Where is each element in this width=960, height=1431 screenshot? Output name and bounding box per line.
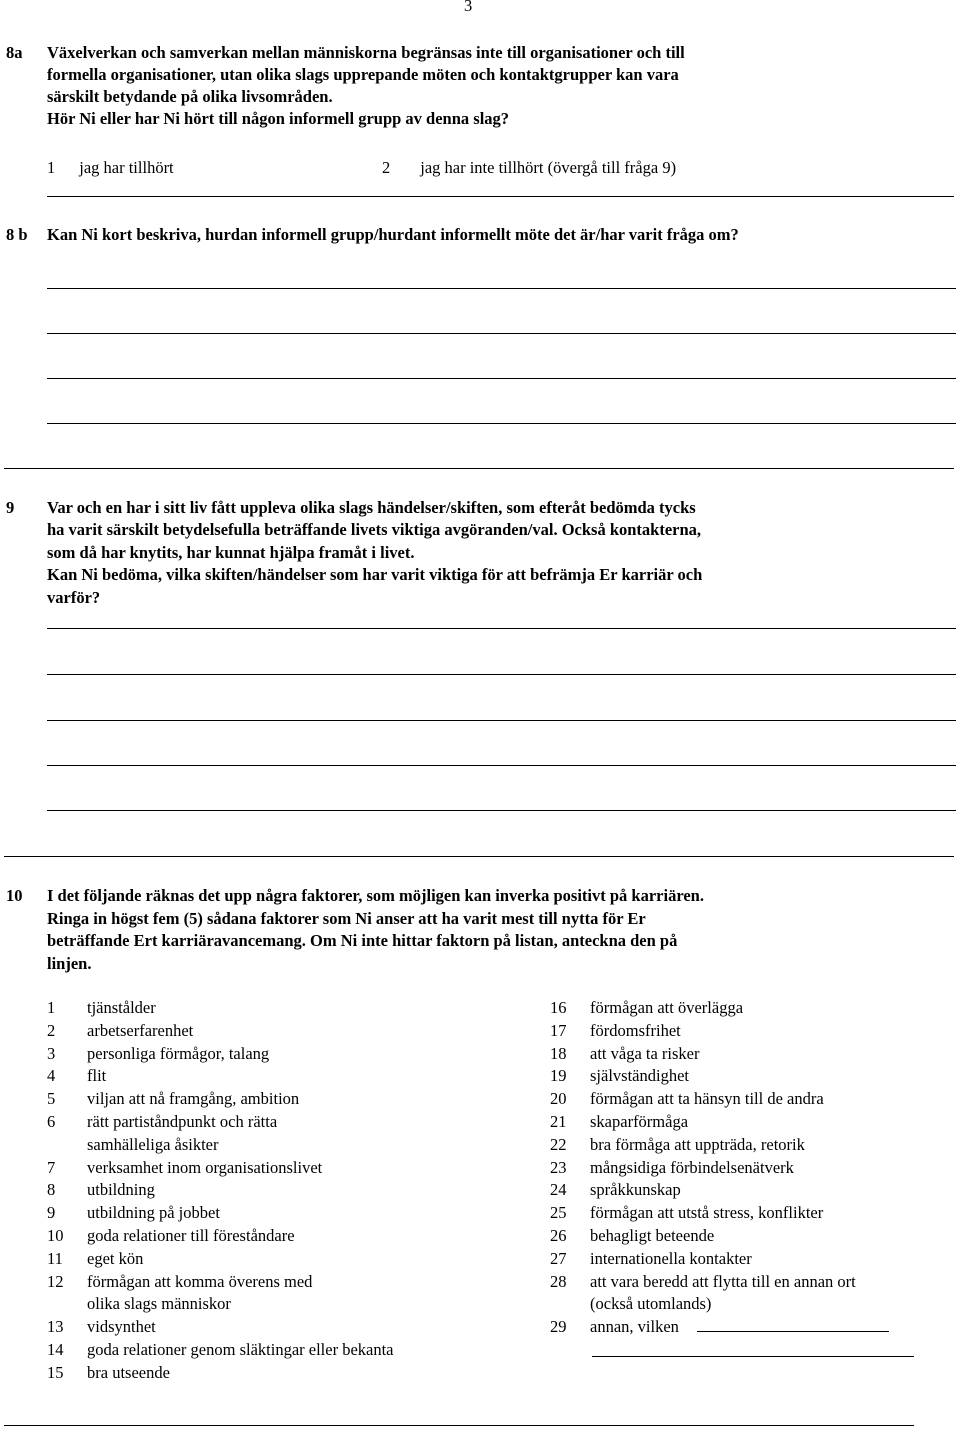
factor-list-right: [550, 997, 889, 1339]
q10-line: I det följande räknas det upp några faktorer, som möjligen kan inverka positivt på karriären.: [47, 886, 704, 905]
factor-item[interactable]: 21 skaparförmåga: [550, 1111, 689, 1131]
factor-item[interactable]: 18 att våga ta risker: [550, 1043, 700, 1063]
factor-item[interactable]: 15 bra utseende: [47, 1362, 170, 1382]
factor-item[interactable]: 23 mångsidiga förbindelsenätverk: [550, 1157, 794, 1177]
factor-item[interactable]: 13 vidsynthet: [47, 1317, 156, 1337]
factor-item[interactable]: 27 internationella kontakter: [550, 1248, 752, 1268]
q9-line: varför?: [47, 587, 101, 607]
answer-line-8b-2[interactable]: [47, 333, 956, 334]
factor-item[interactable]: 3 personliga förmågor, talang: [47, 1043, 270, 1063]
q9-number: 9: [6, 498, 15, 517]
option-number: 1: [47, 158, 56, 177]
factor-item[interactable]: 1 tjänstålder: [47, 998, 156, 1017]
q10-line: beträffande Ert karriäravancemang. Om Ni inte hittar faktorn på listan, anteckna den på: [47, 931, 678, 951]
factor-item[interactable]: 7 verksamhet inom organisationslivet: [47, 1157, 323, 1177]
factor-item[interactable]: 2 arbetserfarenhet: [47, 1020, 194, 1040]
q9-text: [47, 497, 702, 609]
divider-line: [4, 856, 954, 857]
q8a-line: särskilt betydande på olika livsområden.: [47, 87, 333, 106]
q9-line: Kan Ni bedöma, vilka skiften/händelser som har varit viktiga för att befrämja Er karriär och: [47, 565, 703, 585]
answer-line-9-5[interactable]: [47, 810, 956, 811]
answer-line-9-3[interactable]: [47, 720, 956, 721]
factor-item[interactable]: 25 förmågan att utstå stress, konflikter: [550, 1203, 824, 1223]
factor-item[interactable]: 20 förmågan att ta hänsyn till de andra: [550, 1089, 824, 1109]
q8b-text: Kan Ni kort beskriva, hurdan informell grupp/hurdant informellt möte det är/har varit fråga om?: [47, 225, 739, 244]
factor-item[interactable]: 11 eget kön: [47, 1248, 144, 1268]
q8a-line: Växelverkan och samverkan mellan människorna begränsas inte till organisationer och till: [47, 43, 685, 62]
q9-line: Var och en har i sitt liv fått uppleva olika slags händelser/skiften, som efteråt bedömda tycks: [47, 498, 696, 517]
factor-item[interactable]: 28 att vara beredd att flytta till en annan ort (också utomlands): [550, 1271, 856, 1314]
factor-item[interactable]: 29 annan, vilken: [550, 1316, 889, 1339]
factor-item[interactable]: 10 goda relationer till föreståndare: [47, 1225, 295, 1245]
answer-line-9-4[interactable]: [47, 765, 956, 766]
option-label: jag har tillhört: [79, 158, 174, 177]
page-number: 3: [464, 0, 473, 15]
factor-list-left: [47, 997, 394, 1385]
q10-text: [47, 885, 704, 975]
answer-line-8b-3[interactable]: [47, 378, 956, 379]
q10-line: linjen.: [47, 953, 92, 973]
factor-item[interactable]: 8 utbildning: [47, 1180, 155, 1200]
q10-number: 10: [6, 886, 23, 905]
q8a-line: Hör Ni eller har Ni hört till någon informell grupp av denna slag?: [47, 109, 510, 128]
divider-line: [4, 468, 954, 469]
option-number: 2: [382, 158, 391, 177]
factor-item[interactable]: 22 bra förmåga att uppträda, retorik: [550, 1134, 805, 1154]
q8a-line: formella organisationer, utan olika slags upprepande möten och kontaktgrupper kan vara: [47, 65, 679, 84]
factor-item[interactable]: 6 rätt partiståndpunkt och rätta samhälleliga åsikter: [47, 1111, 278, 1154]
factor-item[interactable]: 4 flit: [47, 1066, 107, 1086]
factor-item[interactable]: 14 goda relationer genom släktingar eller bekanta: [47, 1339, 394, 1359]
answer-line-8b-4[interactable]: [47, 423, 956, 424]
divider-line: [4, 1425, 914, 1426]
q10-line: Ringa in högst fem (5) sådana faktorer som Ni anser att ha varit mest till nytta för Er: [47, 908, 646, 928]
q9-line: som då har knytits, har kunnat hjälpa framåt i livet.: [47, 542, 415, 562]
other-factor-input-line[interactable]: [697, 1317, 889, 1332]
answer-line-9-2[interactable]: [47, 674, 956, 675]
option-label: jag har inte tillhört (övergå till fråga 9): [420, 158, 677, 177]
q8a-option-1[interactable]: [47, 158, 174, 178]
q8b-number: 8 b: [6, 225, 28, 244]
answer-line-9-1[interactable]: [47, 628, 956, 629]
other-factor-input-line-2[interactable]: [592, 1356, 914, 1357]
factor-item[interactable]: 9 utbildning på jobbet: [47, 1203, 220, 1223]
answer-line-8b-1[interactable]: [47, 288, 956, 289]
q8a-option-2[interactable]: [382, 158, 676, 178]
q8a-number: 8a: [6, 43, 23, 62]
factor-item[interactable]: 24 språkkunskap: [550, 1180, 681, 1200]
q8a-text: [47, 42, 685, 130]
divider-line: [47, 196, 954, 197]
factor-item[interactable]: 5 viljan att nå framgång, ambition: [47, 1089, 300, 1109]
factor-item[interactable]: 16 förmågan att överlägga: [550, 998, 744, 1017]
factor-item[interactable]: 12 förmågan att komma överens med olika slags människor: [47, 1271, 313, 1314]
factor-item[interactable]: 26 behagligt beteende: [550, 1225, 715, 1245]
q9-line: ha varit särskilt betydelsefulla beträffande livets viktiga avgöranden/val. Också kontakterna,: [47, 520, 702, 540]
factor-item[interactable]: 19 självständighet: [550, 1066, 689, 1086]
factor-item[interactable]: 17 fördomsfrihet: [550, 1020, 681, 1040]
